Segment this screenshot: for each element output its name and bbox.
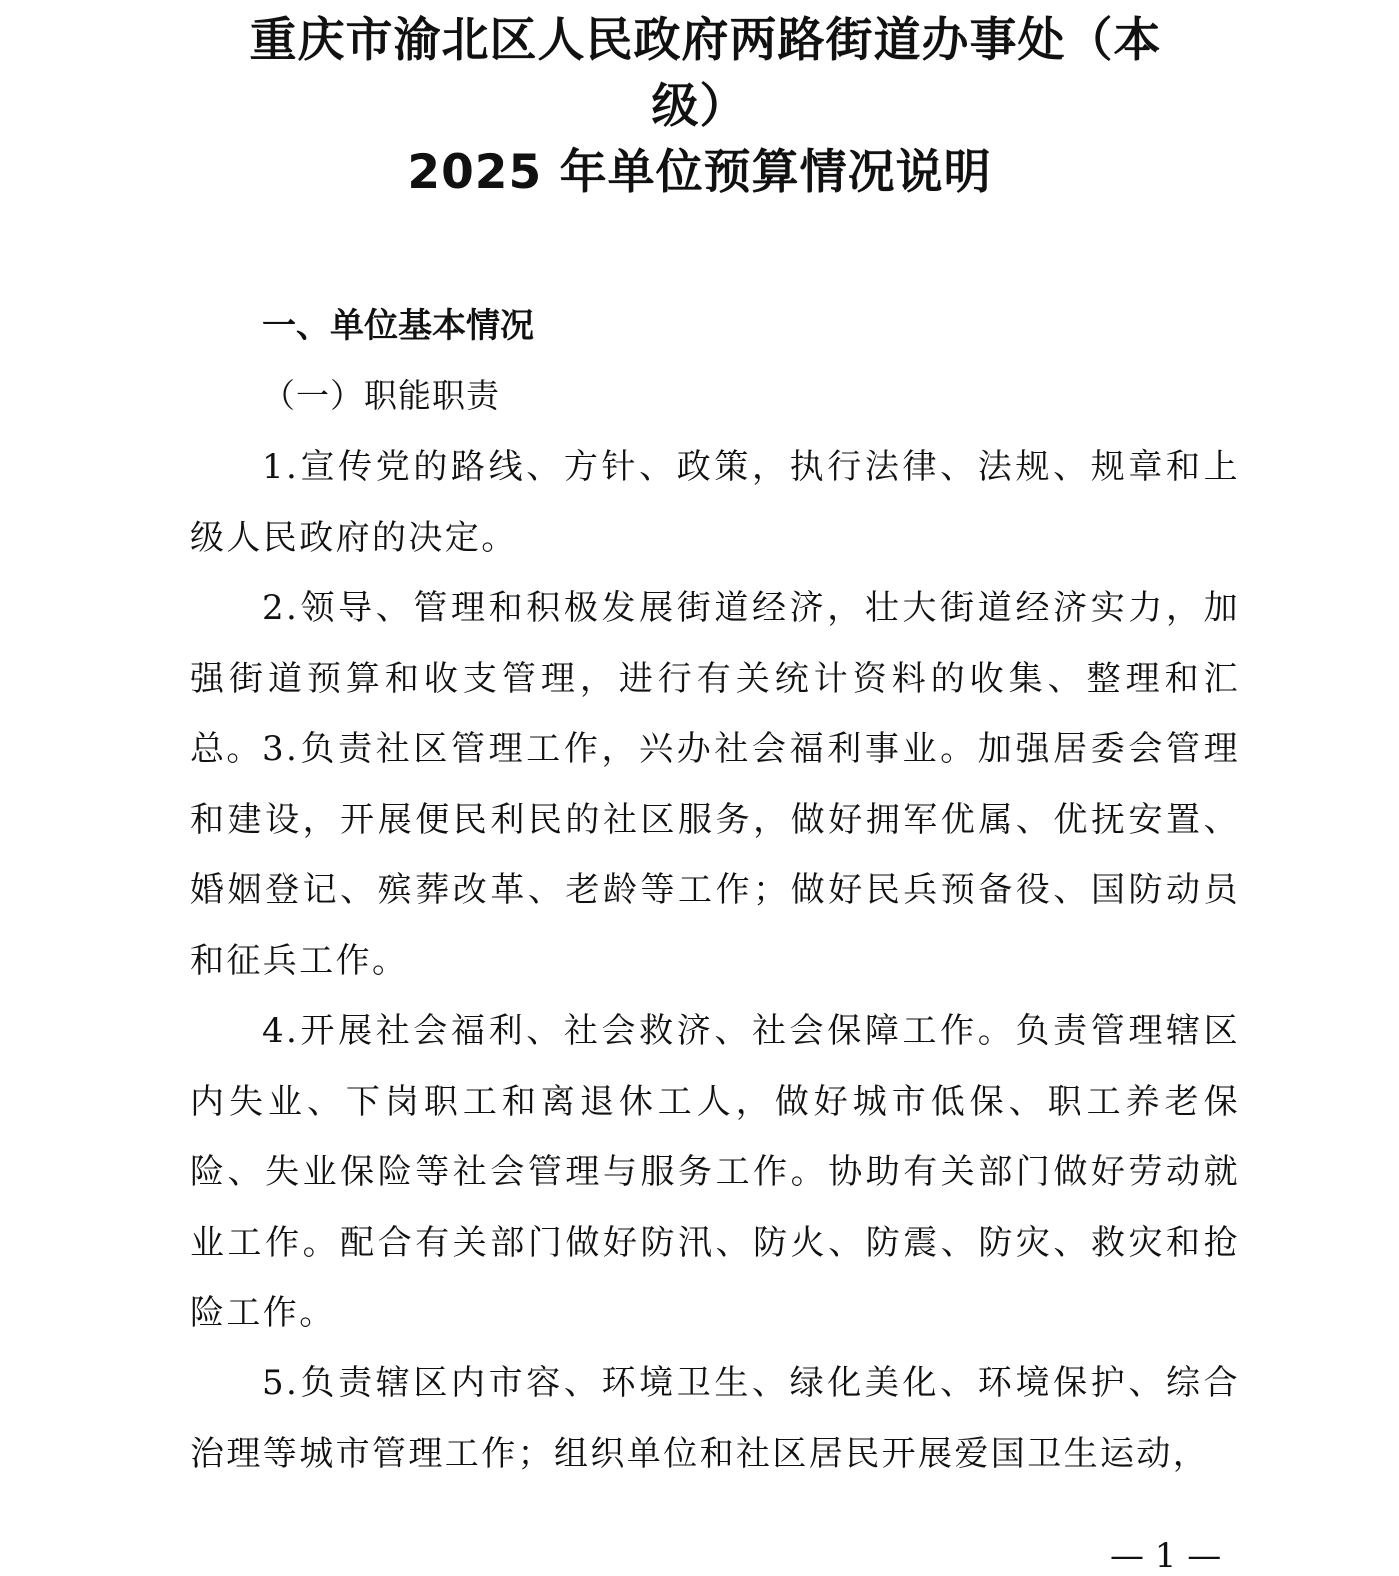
paragraph-2: 2.领导、管理和积极发展街道经济，壮大街道经济实力，加强街道预算和收支管理，进行有关统计资料的收集、整理和汇总。 bbox=[190, 588, 1240, 769]
section-heading: 一、单位基本情况 bbox=[262, 306, 534, 346]
title-line-1: 重庆市渝北区人民政府两路街道办事处（本 bbox=[249, 13, 1162, 68]
title-line-3: 2025 年单位预算情况说明 bbox=[407, 145, 992, 200]
paragraph-3: 3.负责社区管理工作，兴办社会福利事业。加强居委会管理和建设，开展便民利民的社区服务，做好拥军优属、优抚安置、婚姻登记、殡葬改革、老龄等工作；做好民兵预备役、国防动员和征兵工作。 bbox=[190, 729, 1240, 981]
paragraph-5: 5.负责辖区内市容、环境卫生、绿化美化、环境保护、综合治理等城市管理工作；组织单位和社区居民开展爱国卫生运动， bbox=[190, 1363, 1240, 1474]
paragraph-4: 4.开展社会福利、社会救济、社会保障工作。负责管理辖区内失业、下岗职工和离退休工人，做好城市低保、职工养老保险、失业保险等社会管理与服务工作。协助有关部门做好劳动就业工作。配合有关部门做好防汛、防火、防震、防灾、救灾和抢险工作。 bbox=[190, 1011, 1240, 1333]
document-title bbox=[0, 8, 1399, 206]
title-line-2: 级） bbox=[651, 79, 748, 134]
paragraph-1: 1.宣传党的路线、方针、政策，执行法律、法规、规章和上级人民政府的决定。 bbox=[190, 447, 1240, 558]
sub-heading: （一）职能职责 bbox=[262, 376, 500, 415]
page-number: — 1 — bbox=[1110, 1536, 1222, 1576]
